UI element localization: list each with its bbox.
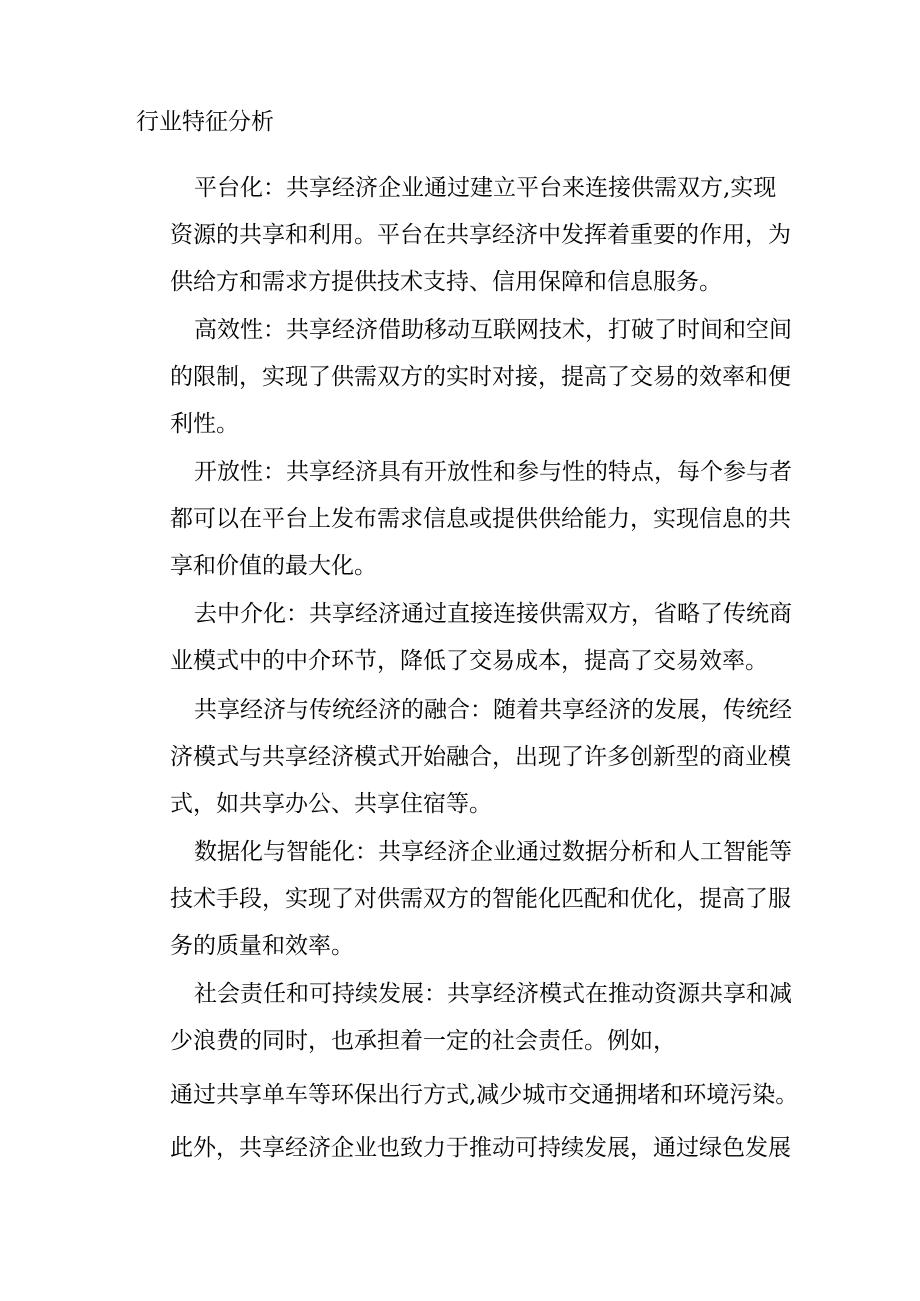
text-line: 少浪费的同时，也承担着一定的社会责任。例如， <box>170 1028 676 1054</box>
text-line: 式，如共享办公、共享住宿等。 <box>170 791 492 817</box>
text-line: 去中介化：共享经济通过直接连接供需双方，省略了传统商 <box>194 601 792 627</box>
text-line: 数据化与智能化：共享经济企业通过数据分析和人工智能等 <box>194 839 792 865</box>
text-line: 供给方和需求方提供技术支持、信用保障和信息服务。 <box>170 269 722 295</box>
text-line: 社会责任和可持续发展：共享经济模式在推动资源共享和减 <box>194 981 792 1007</box>
text-line: 高效性：共享经济借助移动互联网技术，打破了时间和空间 <box>194 317 792 343</box>
text-line: 享和价值的最大化。 <box>170 553 377 579</box>
text-line: 业模式中的中介环节，降低了交易成本，提高了交易效率。 <box>170 648 768 674</box>
text-line: 的限制，实现了供需双方的实时对接，提高了交易的效率和便 <box>170 364 791 390</box>
document-title: 行业特征分析 <box>136 109 274 135</box>
text-line: 开放性：共享经济具有开放性和参与性的特点，每个参与者 <box>194 459 792 485</box>
text-line: 通过共享单车等环保出行方式,减少城市交通拥堵和环境污染。 <box>170 1082 799 1108</box>
text-line: 务的质量和效率。 <box>170 933 354 959</box>
text-line: 技术手段，实现了对供需双方的智能化匹配和优化，提高了服 <box>170 886 791 912</box>
text-line: 济模式与共享经济模式开始融合，出现了许多创新型的商业模 <box>170 744 791 770</box>
text-line: 利性。 <box>170 411 239 437</box>
text-line: 平台化：共享经济企业通过建立平台来连接供需双方,实现 <box>194 175 777 201</box>
text-line: 都可以在平台上发布需求信息或提供供给能力，实现信息的共 <box>170 506 791 532</box>
text-line: 资源的共享和利用。平台在共享经济中发挥着重要的作用，为 <box>170 222 791 248</box>
text-line: 共享经济与传统经济的融合：随着共享经济的发展，传统经 <box>194 697 792 723</box>
text-line: 此外，共享经济企业也致力于推动可持续发展，通过绿色发展 <box>170 1135 791 1161</box>
